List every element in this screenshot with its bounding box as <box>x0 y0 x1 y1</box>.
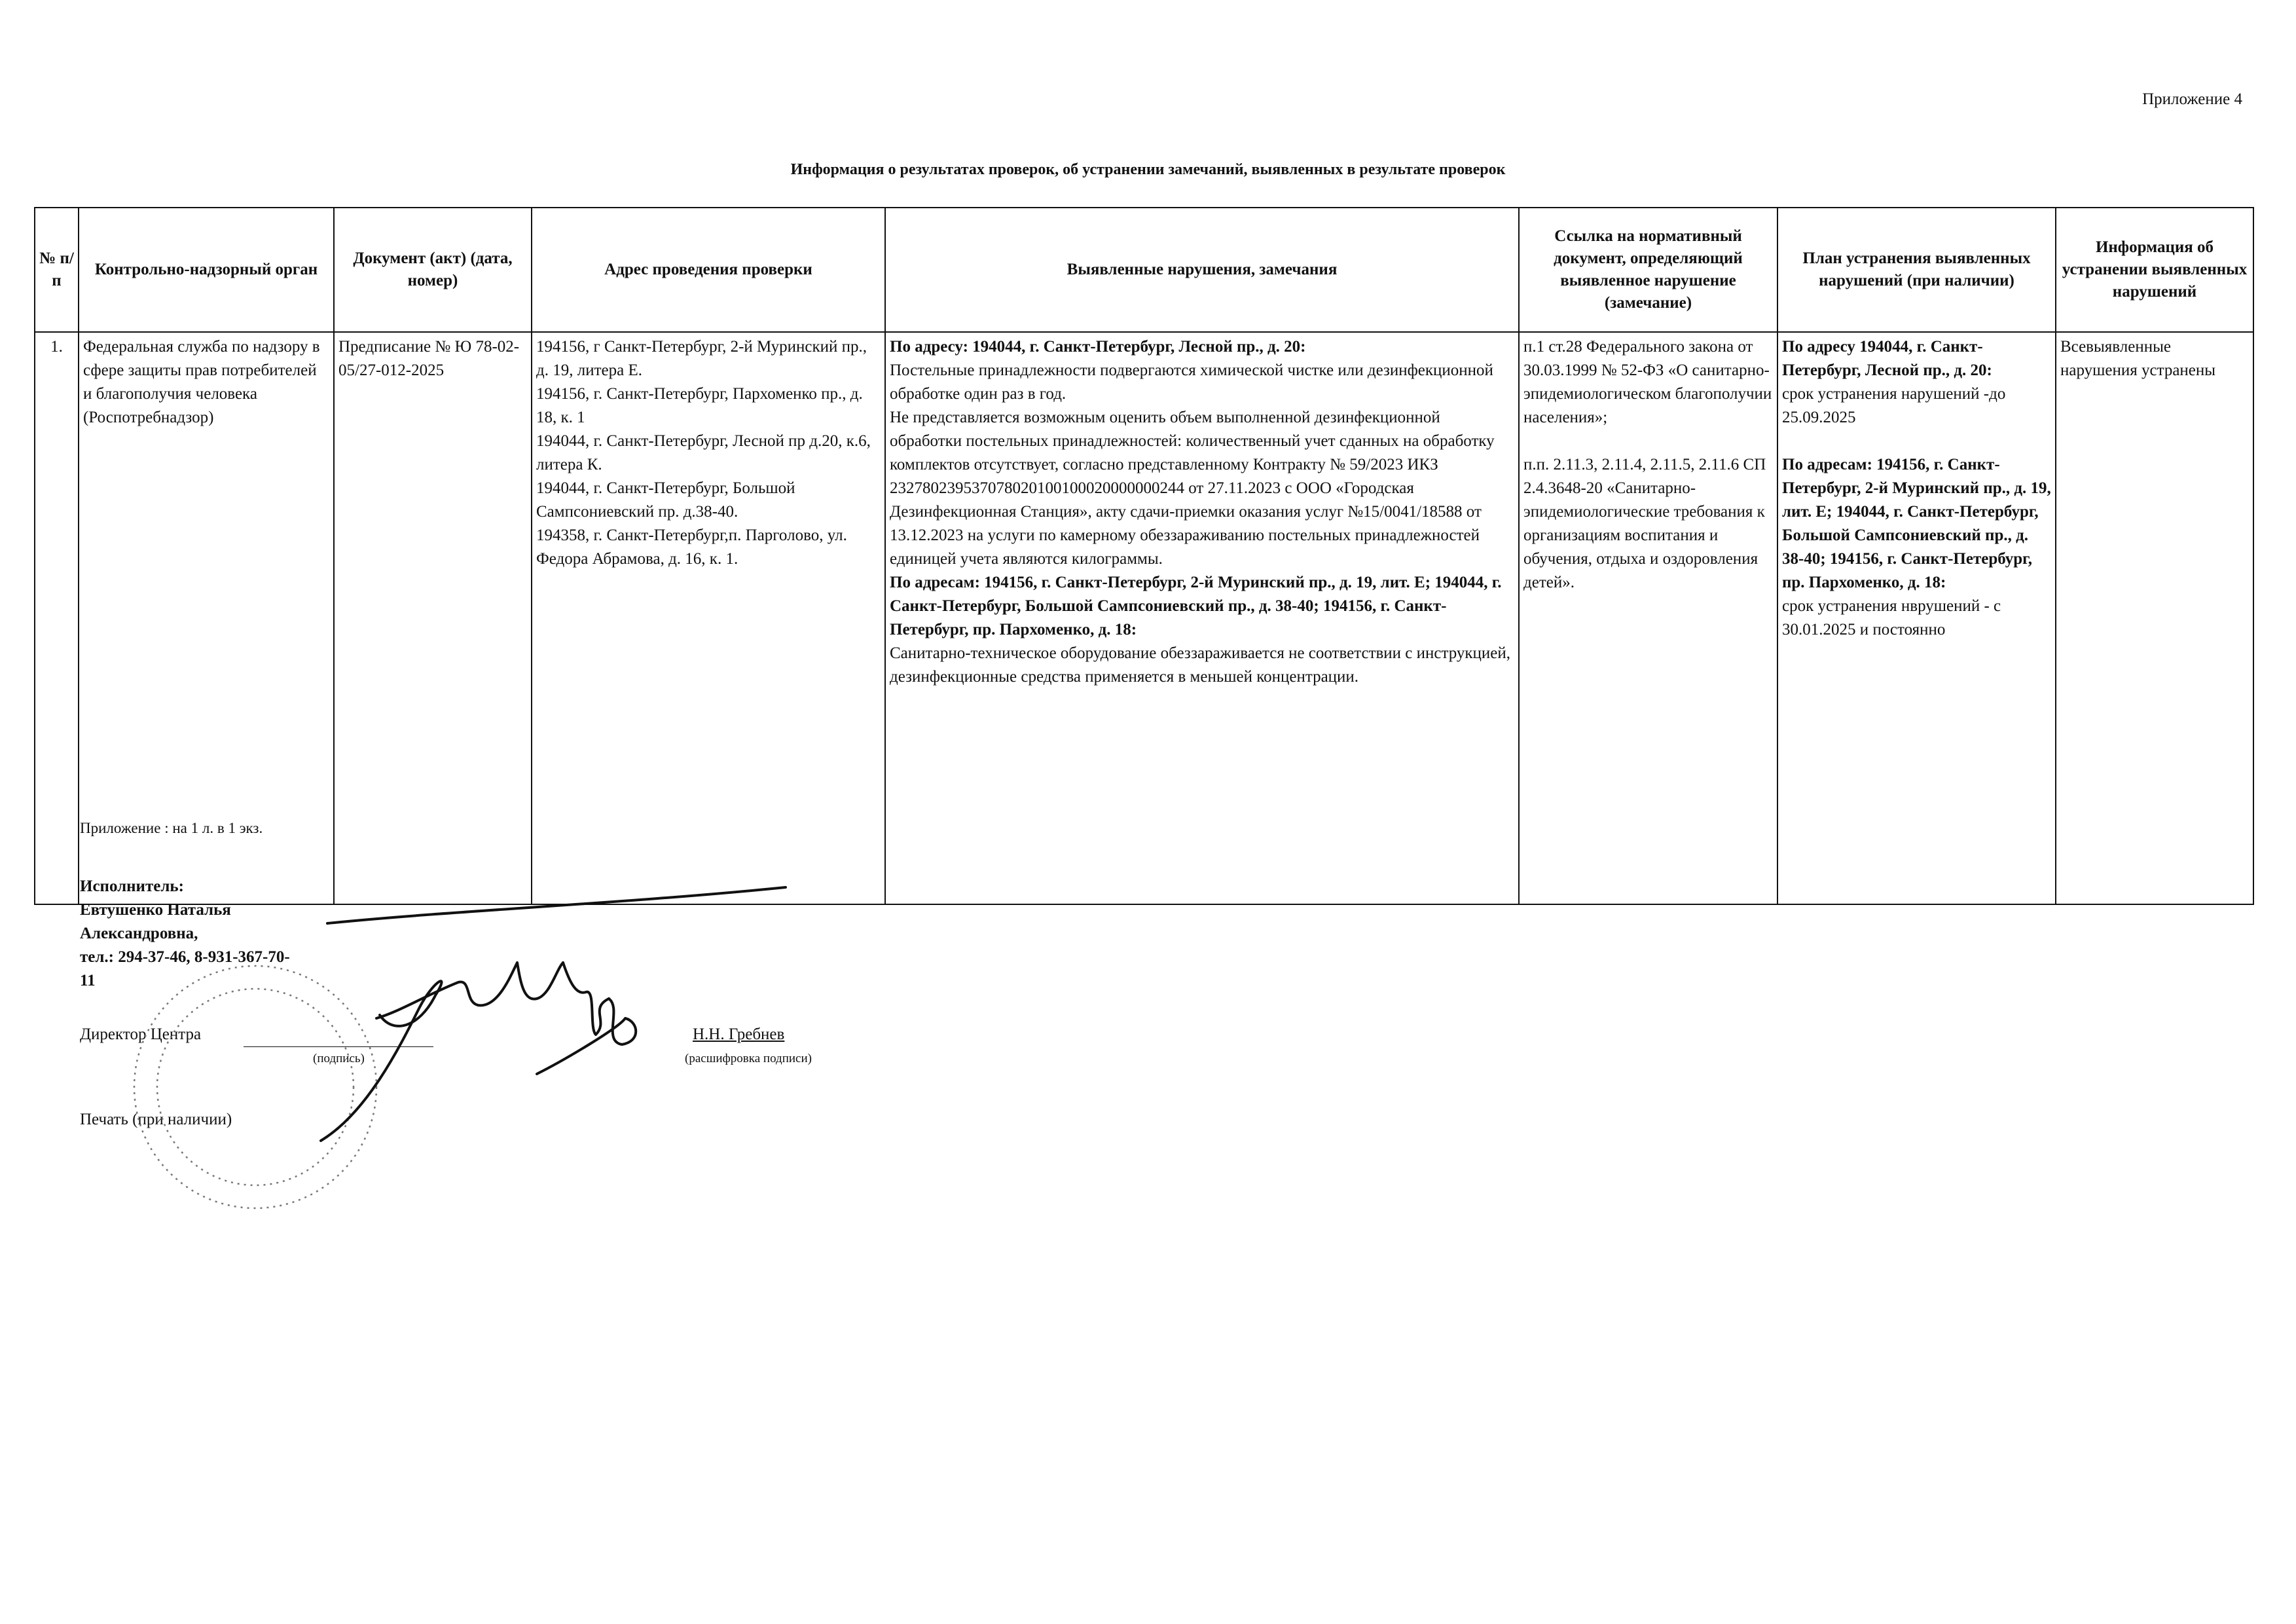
annex-label: Приложение 4 <box>2142 90 2242 108</box>
director-name: Н.Н. Гребнев <box>693 1025 785 1043</box>
header-num: № п/п <box>35 208 79 332</box>
header-document: Документ (акт) (дата, номер) <box>334 208 532 332</box>
header-address: Адрес проведения проверки <box>532 208 885 332</box>
cell-document: Предписание № Ю 78-02-05/27-012-2025 <box>334 332 532 904</box>
address-item: 194044, г. Санкт-Петербург, Лесной пр д.20, к.6, литера К. <box>536 432 871 473</box>
address-item: 194156, г Санкт-Петербург, 2-й Муринский пр., д. 19, литера Е. <box>536 338 867 379</box>
handwritten-signature-image <box>321 887 786 1141</box>
signature-caption: (подпись) <box>313 1052 365 1065</box>
plan-heading: По адресу 194044, г. Санкт-Петербург, Лесной пр., д. 20: <box>1782 338 1992 379</box>
address-item: 194044, г. Санкт-Петербург, Большой Сампсониевский пр. д.38-40. <box>536 479 795 521</box>
attachment-note: Приложение : на 1 л. в 1 экз. <box>80 820 263 836</box>
seal-label: Печать (при наличии) <box>80 1111 232 1128</box>
address-item: 194358, г. Санкт-Петербург,п. Парголово, ул. Федора Абрамова, д. 16, к. 1. <box>536 526 847 568</box>
plan-heading: По адресам: 194156, г. Санкт-Петербург, 2-й Муринский пр., д. 19, лит. Е; 194044, г. Санкт-Петербург, Большой Сампсониевский пр., д. 38-40; 194156, г. Санкт-Петербург, пр. Пархоменко, д. 18: <box>1782 456 2051 591</box>
cell-num: 1. <box>35 332 79 904</box>
header-plan: План устранения выявленных нарушений (при наличии) <box>1777 208 2056 332</box>
address-item: 194156, г. Санкт-Петербург, Пархоменко пр., д. 18, к. 1 <box>536 385 863 426</box>
name-caption: (расшифровка подписи) <box>685 1052 812 1065</box>
executor-name: Александровна, <box>80 925 198 942</box>
plan-text: срок устранения нарушений -до 25.09.2025 <box>1782 385 2006 426</box>
executor-phone: тел.: 294-37-46, 8-931-367-70- <box>80 948 290 966</box>
header-agency: Контрольно-надзорный орган <box>79 208 334 332</box>
reference-text: п.п. 2.11.3, 2.11.4, 2.11.5, 2.11.6 СП 2.4.3648-20 «Санитарно-эпидемиологические требования к организациям воспитания и обучения, отдыха и оздоровления детей». <box>1523 456 1766 591</box>
stamp-seal-image <box>134 966 376 1208</box>
header-reference: Ссылка на нормативный документ, определяющий выявленное нарушение (замечание) <box>1519 208 1777 332</box>
director-label: Директор Центра <box>80 1025 202 1043</box>
document-title: Информация о результатах проверок, об устранении замечаний, выявленных в результате проверок <box>790 161 1506 178</box>
violation-text: Постельные принадлежности подвергаются химической чистке или дезинфекционной обработке один раз в год. <box>890 361 1493 403</box>
executor-name: Евтушенко Наталья <box>80 901 231 919</box>
executor-phone: 11 <box>80 972 96 989</box>
executor-label: Исполнитель: <box>80 877 184 895</box>
reference-text: п.1 ст.28 Федерального закона от 30.03.1999 № 52-ФЗ «О санитарно-эпидемиологическом благополучии населения»; <box>1523 338 1772 426</box>
header-info: Информация об устранении выявленных нарушений <box>2056 208 2253 332</box>
violation-text: Санитарно-техническое оборудование обеззараживается не соответствии с инструкцией, дезинфекционные средства применяется в меньшей концентрации. <box>890 644 1511 686</box>
violation-text: Не представляется возможным оценить объем выполненной дезинфекционной обработки постельных принадлежностей: количественный учет сданных на обработку комплектов отсутствует, согласно представленному Контракту № 59/2023 ИКЗ 232780239537078020100100020000000244 от 27.11.2023 с ООО «Городская Дезинфекционная Станция», акту сдачи-приемки оказания услуг №15/0041/18588 от 13.12.2023 на услуги по камерному обеззараживанию постельных принадлежностей единицей учета являются килограммы. <box>890 409 1495 568</box>
plan-text: срок устранения нврушений - с 30.01.2025 и постоянно <box>1782 597 2001 638</box>
cell-agency: Федеральная служба по надзору в сфере защиты прав потребителей и благополучия человека (Роспотребнадзор) <box>79 332 334 904</box>
cell-info: Всевыявленные нарушения устранены <box>2056 332 2253 904</box>
violation-heading: По адресам: 194156, г. Санкт-Петербург, 2-й Муринский пр., д. 19, лит. Е; 194044, г. Санкт-Петербург, Большой Сампсониевский пр., д. 38-40; 194156, г. Санкт-Петербург, пр. Пархоменко, д. 18: <box>890 574 1502 638</box>
violation-heading: По адресу: 194044, г. Санкт-Петербург, Лесной пр., д. 20: <box>890 338 1306 356</box>
header-violations: Выявленные нарушения, замечания <box>885 208 1519 332</box>
